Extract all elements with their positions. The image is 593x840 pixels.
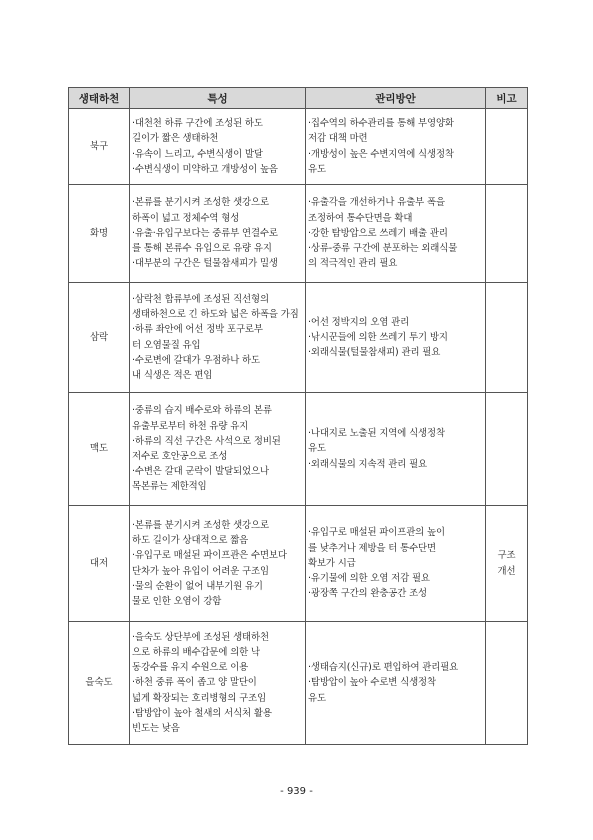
stream-name-cell: 대저 bbox=[69, 506, 130, 622]
features-line: 넓게 확장되는 호리병형의 구조임 bbox=[132, 692, 267, 704]
features-line: ·삼락천 합류부에 조성된 직선형의 bbox=[132, 293, 269, 305]
features-line: ·유속이 느리고, 수변식생이 발달 bbox=[132, 148, 263, 160]
table-row bbox=[69, 622, 528, 745]
header-features: 특성 bbox=[130, 88, 306, 109]
features-cell bbox=[130, 393, 306, 506]
features-line: ·중류의 습지 배수로와 하류의 본류 bbox=[132, 405, 272, 417]
note-cell: 구조 개선 bbox=[486, 506, 528, 622]
features-line: ·하천 중류 폭이 좁고 양 말단이 bbox=[132, 677, 257, 689]
features-line: 내 식생은 적은 편임 bbox=[132, 369, 213, 381]
features-line: ·본류를 분기시켜 조성한 샛강으로 bbox=[132, 197, 269, 209]
table-header-row bbox=[69, 88, 528, 109]
management-line: ·집수역의 하수관리를 통해 부영양화 bbox=[308, 118, 454, 130]
management-line: ·강한 탐방압으로 쓰레기 배출 관리 bbox=[308, 227, 448, 239]
features-line: 하도 길이가 상대적으로 짧음 bbox=[132, 535, 249, 547]
management-line: 조정하여 통수단면을 확대 bbox=[308, 212, 413, 224]
management-line: ·생태습지(신규)로 편입하여 관리필요 bbox=[308, 662, 459, 674]
management-line: ·탐방압이 높아 수로변 식생정착 bbox=[308, 677, 436, 689]
features-line: ·탐방압이 높아 철새의 서식처 활용 bbox=[132, 707, 272, 719]
features-cell bbox=[130, 109, 306, 185]
management-line: 유도 bbox=[308, 692, 326, 704]
stream-name-cell: 삼락 bbox=[69, 283, 130, 393]
features-line: ·수변식생이 미약하고 개방성이 높음 bbox=[132, 163, 278, 175]
management-line: ·광장쪽 구간의 완충공간 조성 bbox=[308, 588, 427, 600]
management-line: ·낚시꾼들에 의한 쓰레기 투기 방지 bbox=[308, 331, 448, 343]
management-cell bbox=[306, 506, 486, 622]
management-line: ·유출각을 개선하거나 유출부 폭을 bbox=[308, 197, 445, 209]
management-line: 확보가 시급 bbox=[308, 557, 356, 569]
table-row bbox=[69, 109, 528, 185]
features-line: 물로 인한 오염이 강함 bbox=[132, 595, 222, 607]
management-line: 를 낮추거나 제방을 터 통수단면 bbox=[308, 542, 436, 554]
features-line: 저수로 호안공으로 조성 bbox=[132, 451, 228, 462]
table-row bbox=[69, 393, 528, 506]
features-line: 목본류는 제한적임 bbox=[132, 481, 207, 493]
features-line: ·을숙도 상단부에 조성된 생태하천 bbox=[132, 631, 269, 643]
table-row bbox=[69, 185, 528, 283]
features-line: 빈도는 낮음 bbox=[132, 723, 180, 734]
features-line: 단차가 높아 유입이 어려운 구조임 bbox=[132, 565, 269, 577]
features-line: ·수변은 갈대 군락이 발달되었으나 bbox=[132, 466, 269, 478]
features-cell bbox=[130, 506, 306, 622]
management-line: 저감 대책 마련 bbox=[308, 133, 368, 145]
features-line: ·수로변에 갈대가 우점하나 하도 bbox=[132, 354, 260, 366]
features-cell bbox=[130, 622, 306, 745]
features-line: ·대천천 하류 구간에 조성된 하도 bbox=[132, 118, 263, 130]
management-line: ·나대지로 노출된 지역에 식생정착 bbox=[308, 428, 445, 440]
table-row bbox=[69, 506, 528, 622]
features-line: ·유출·유입구보다는 중류부 연결수로 bbox=[132, 227, 278, 239]
features-line: 으로 하류의 배수갑문에 의한 낙 bbox=[132, 646, 260, 658]
management-cell bbox=[306, 393, 486, 506]
management-line: ·유기물에 의한 오염 저감 필요 bbox=[308, 573, 430, 585]
features-line: ·하류 좌안에 어선 정박 포구로부 bbox=[132, 324, 263, 336]
features-line: 생태하천으로 긴 하도와 넓은 하폭을 가짐 bbox=[132, 309, 299, 321]
header-management: 관리방안 bbox=[306, 88, 486, 109]
table-row bbox=[69, 283, 528, 393]
page-number: - 939 - bbox=[280, 786, 313, 797]
features-line: ·유입구로 매설된 파이프관은 수면보다 bbox=[132, 550, 287, 562]
features-line: ·대부분의 구간은 털물참새피가 밀생 bbox=[132, 258, 278, 270]
management-cell bbox=[306, 109, 486, 185]
features-line: ·본류를 분기시켜 조성한 샛강으로 bbox=[132, 519, 269, 531]
management-line: ·외래식물의 지속적 관리 필요 bbox=[308, 458, 427, 470]
management-line: ·외래식물(털물참새피) 관리 필요 bbox=[308, 347, 441, 359]
features-line: 유출부로부터 하천 유량 유지 bbox=[132, 420, 249, 432]
features-line: 하폭이 넓고 정체수역 형성 bbox=[132, 212, 240, 224]
note-cell bbox=[486, 622, 528, 745]
features-line: 를 통해 본류수 유입으로 유량 유지 bbox=[132, 243, 272, 255]
features-cell bbox=[130, 283, 306, 393]
management-line: 의 적극적인 관리 필요 bbox=[308, 258, 398, 270]
note-cell bbox=[486, 185, 528, 283]
features-line: ·물의 순환이 없어 내부기원 유기 bbox=[132, 580, 263, 592]
management-line: 유도 bbox=[308, 443, 326, 455]
note-cell bbox=[486, 109, 528, 185]
stream-name-cell: 을숙도 bbox=[69, 622, 130, 745]
management-line: ·유입구로 매설된 파이프관의 높이 bbox=[308, 527, 445, 539]
stream-management-table bbox=[68, 87, 528, 745]
management-line: 유도 bbox=[308, 163, 326, 175]
stream-name-cell: 맥도 bbox=[69, 393, 130, 506]
management-line: ·개방성이 높은 수변지역에 식생정착 bbox=[308, 148, 454, 160]
management-cell bbox=[306, 622, 486, 745]
management-cell bbox=[306, 283, 486, 393]
stream-name-cell: 화명 bbox=[69, 185, 130, 283]
management-line: ·상류-중류 구간에 분포하는 외래식물 bbox=[308, 243, 458, 255]
features-line: 터 오염물질 유입 bbox=[132, 339, 201, 351]
header-stream: 생태하천 bbox=[69, 88, 130, 109]
header-note: 비고 bbox=[486, 88, 528, 109]
management-line: ·어선 정박지의 오염 관리 bbox=[308, 316, 410, 328]
note-cell bbox=[486, 283, 528, 393]
features-line: 동강수를 유지 수원으로 이용 bbox=[132, 662, 249, 674]
features-line: 길이가 짧은 생태하천 bbox=[132, 133, 219, 145]
management-cell bbox=[306, 185, 486, 283]
features-line: ·하류의 직선 구간은 사석으로 정비된 bbox=[132, 435, 281, 447]
stream-name-cell: 북구 bbox=[69, 109, 130, 185]
note-cell bbox=[486, 393, 528, 506]
features-cell bbox=[130, 185, 306, 283]
